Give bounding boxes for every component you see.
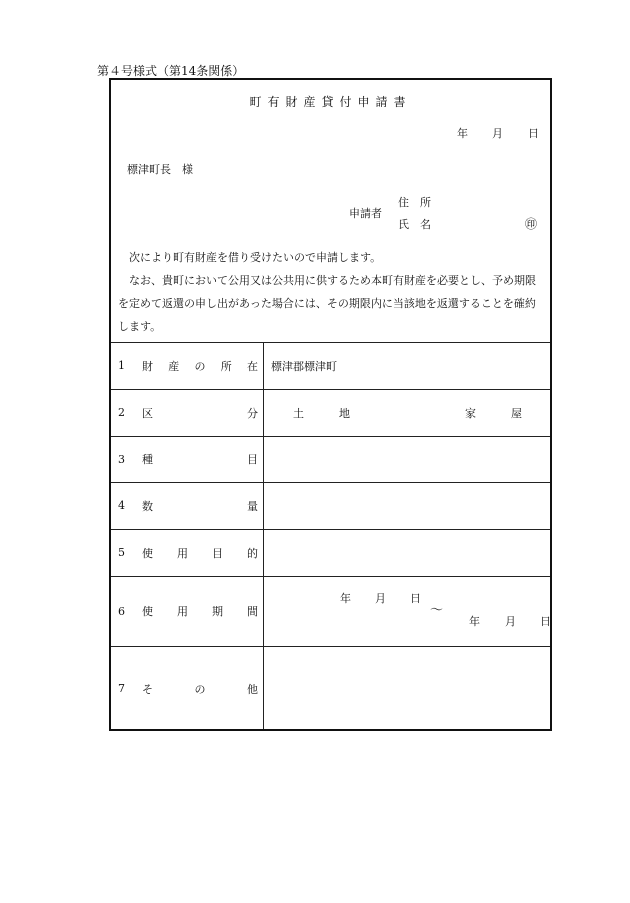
row-label xyxy=(118,342,258,389)
date-year: 年 xyxy=(457,127,468,140)
category-building-char-1: 家 xyxy=(465,406,476,420)
label-char: 量 xyxy=(247,499,258,513)
label-char: 在 xyxy=(247,359,258,373)
period-tilde: ～ xyxy=(430,603,444,618)
label-char: 的 xyxy=(247,546,258,560)
row-number: 5 xyxy=(118,546,125,559)
table-row xyxy=(111,389,550,436)
label-char: 産 xyxy=(168,359,180,373)
table-row xyxy=(111,646,550,731)
period-end-month: 月 xyxy=(505,615,516,628)
table-row xyxy=(111,342,550,389)
row-label xyxy=(118,436,258,482)
table-row xyxy=(111,436,550,482)
label-char: 分 xyxy=(247,406,258,420)
row-label xyxy=(118,389,258,436)
seal-mark: ㊞ xyxy=(525,217,538,231)
period-field[interactable] xyxy=(264,576,550,646)
category-building-char-2: 屋 xyxy=(511,406,522,420)
label-char: 区 xyxy=(142,406,153,420)
form-number: 第４号様式（第14条関係） xyxy=(97,64,245,78)
category-field[interactable] xyxy=(271,389,544,436)
label-char: 種 xyxy=(142,453,153,466)
body-text-1: 次により町有財産を借り受けたいので申請します。 xyxy=(118,251,382,264)
table-row xyxy=(111,576,550,646)
label-char: 他 xyxy=(247,682,258,696)
label-char: 使 xyxy=(142,605,153,618)
row-number: 6 xyxy=(118,604,125,618)
label-char: 財 xyxy=(142,359,153,373)
label-char: 目 xyxy=(247,453,258,466)
period-start-month: 月 xyxy=(375,592,386,605)
category-land-char-2: 地 xyxy=(339,406,350,420)
label-char: 数 xyxy=(142,499,153,513)
name-label: 氏 名 xyxy=(398,218,431,231)
label-char: 間 xyxy=(247,605,258,618)
table-row xyxy=(111,482,550,529)
table-row xyxy=(111,529,550,576)
addressee: 標津町長 様 xyxy=(127,163,193,176)
row-label xyxy=(118,576,258,646)
date-month: 月 xyxy=(492,127,503,140)
row-number: 7 xyxy=(118,682,125,695)
location-field[interactable]: 標津郡標津町 xyxy=(271,359,337,373)
period-start-day: 日 xyxy=(410,592,421,605)
row-number: 2 xyxy=(118,406,125,419)
label-char: そ xyxy=(142,682,153,696)
label-char: 所 xyxy=(220,359,232,373)
row-label xyxy=(118,529,258,576)
row-number: 4 xyxy=(118,499,125,512)
row-number: 3 xyxy=(118,452,125,466)
row-number: 1 xyxy=(118,359,125,372)
other-field[interactable] xyxy=(271,646,544,731)
period-start-year: 年 xyxy=(340,592,351,605)
label-char: の xyxy=(194,359,206,373)
row-label xyxy=(118,646,258,731)
application-form xyxy=(109,78,552,731)
period-end-day: 日 xyxy=(540,615,551,628)
address-label: 住 所 xyxy=(398,196,431,209)
applicant-label: 申請者 xyxy=(349,207,382,220)
body-text-2: なお、貴町において公用又は公共用に供するため本町有財産を必要とし、予め期限を定めて返還の申し出があった場合には、その期限内に当該地を返還することを確約します。 xyxy=(118,274,536,333)
label-char: 用 xyxy=(177,546,188,560)
category-land-char-1: 土 xyxy=(293,406,304,420)
form-title: 町有財産貸付申請書 xyxy=(249,95,412,109)
type-field[interactable] xyxy=(271,436,544,482)
period-end-year: 年 xyxy=(469,615,480,628)
label-char: 期 xyxy=(212,605,223,618)
label-char: 用 xyxy=(177,605,188,618)
quantity-field[interactable] xyxy=(271,482,544,529)
row-label xyxy=(118,482,258,529)
date-day: 日 xyxy=(528,127,539,140)
label-char: の xyxy=(194,682,206,696)
label-char: 使 xyxy=(142,546,153,560)
purpose-field[interactable] xyxy=(271,529,544,576)
label-char: 目 xyxy=(212,546,223,560)
